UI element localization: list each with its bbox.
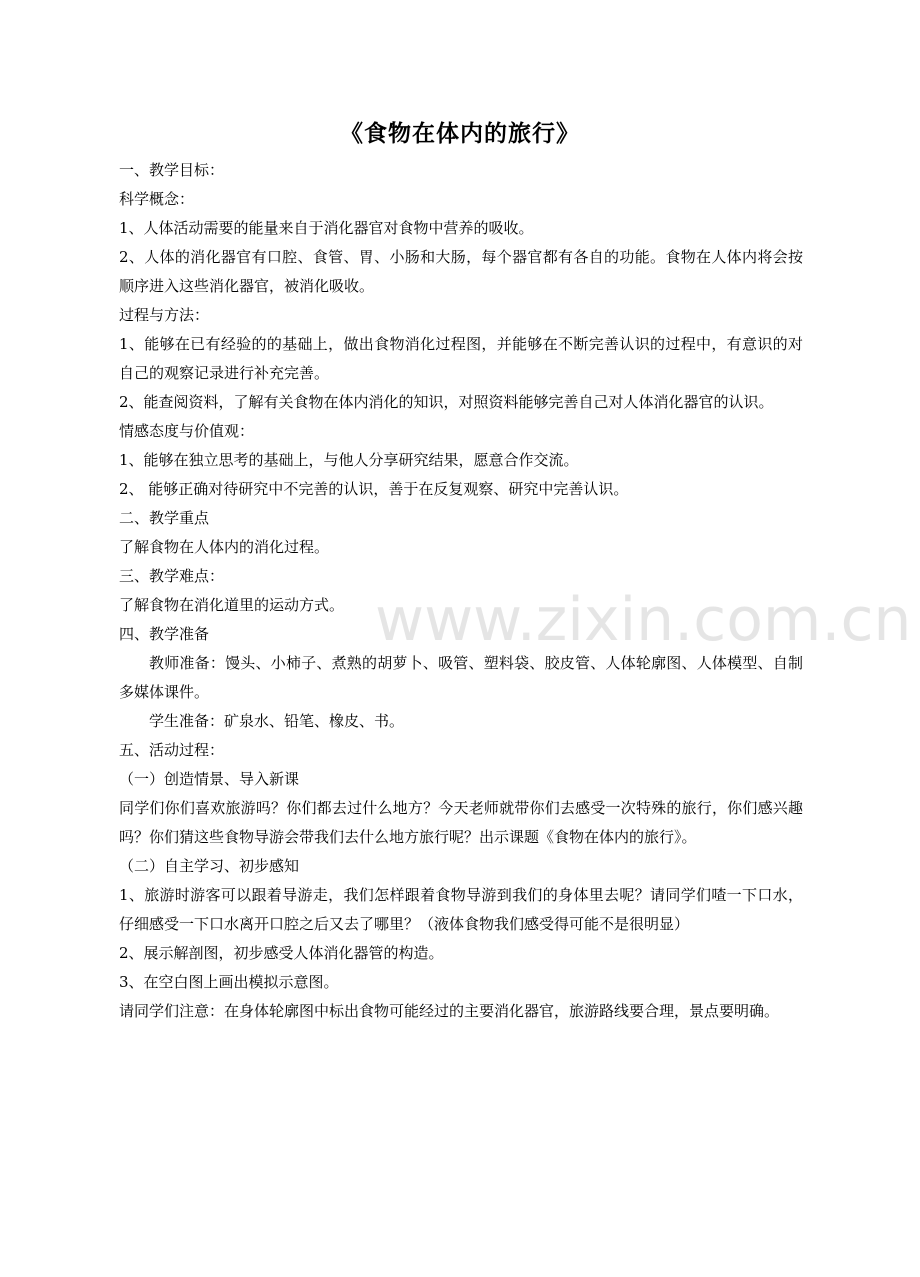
subheading-activity-two: （二）自主学习、初步感知 [119, 857, 300, 875]
section-heading-key-points: 二、教学重点 [119, 509, 210, 527]
list-item: 1、人体活动需要的能量来自于消化器官对食物中营养的吸收。 [119, 219, 534, 237]
list-item: 1、能够在独立思考的基础上，与他人分享研究结果，愿意合作交流。 [119, 451, 579, 469]
list-item: 2、人体的消化器官有口腔、食管、胃、小肠和大肠，每个器官都有各自的功能。食物在人体内将会按顺序进入这些消化器官，被消化吸收。 [119, 248, 803, 295]
list-item: 3、在空白图上画出模拟示意图。 [119, 973, 339, 991]
paragraph: 同学们你们喜欢旅游吗？你们都去过什么地方？今天老师就带你们去感受一次特殊的旅行，你们感兴趣吗？你们猜这些食物导游会带我们去什么地方旅行呢？出示课题《食物在体内的旅行》。 [119, 799, 803, 846]
subheading-process-methods: 过程与方法： [119, 306, 210, 324]
subheading-activity-one: （一）创造情景、导入新课 [119, 770, 300, 788]
subheading-attitudes-values: 情感态度与价值观： [119, 422, 255, 440]
list-item: 1、旅游时游客可以跟着导游走，我们怎样跟着食物导游到我们的身体里去呢？请同学们喳一下口水，仔细感受一下口水离开口腔之后又去了哪里？（液体食物我们感受得可能不是很明显） [119, 886, 803, 933]
section-heading-activities: 五、活动过程： [119, 741, 225, 759]
paragraph-student-preparation: 学生准备：矿泉水、铅笔、橡皮、书。 [149, 712, 405, 730]
document-title: 《食物在体内的旅行》 [340, 121, 580, 147]
list-item: 2、 能够正确对待研究中不完善的认识，善于在反复观察、研究中完善认识。 [119, 480, 629, 498]
section-heading-difficulties: 三、教学难点： [119, 567, 225, 585]
paragraph: 了解食物在消化道里的运动方式。 [119, 596, 345, 614]
paragraph: 了解食物在人体内的消化过程。 [119, 538, 330, 556]
list-item: 2、能查阅资料，了解有关食物在体内消化的知识，对照资料能够完善自己对人体消化器官的认识。 [119, 393, 774, 411]
section-heading-preparation: 四、教学准备 [119, 625, 210, 643]
list-item: 2、展示解剖图，初步感受人体消化器管的构造。 [119, 944, 444, 962]
section-heading-objectives: 一、教学目标： [119, 161, 225, 179]
paragraph-teacher-preparation: 教师准备：馒头、小柿子、煮熟的胡萝卜、吸管、塑料袋、胶皮管、人体轮廓图、人体模型、自制多媒体课件。 [119, 654, 803, 701]
list-item: 1、能够在已有经验的的基础上，做出食物消化过程图，并能够在不断完善认识的过程中，有意识的对自己的观察记录进行补充完善。 [119, 335, 803, 382]
document-body [119, 156, 803, 1026]
watermark: www.zixin.com.cn [375, 585, 912, 655]
paragraph: 请同学们注意：在身体轮廓图中标出食物可能经过的主要消化器官，旅游路线要合理，景点要明确。 [119, 1002, 780, 1020]
subheading-science-concepts: 科学概念： [119, 190, 195, 208]
